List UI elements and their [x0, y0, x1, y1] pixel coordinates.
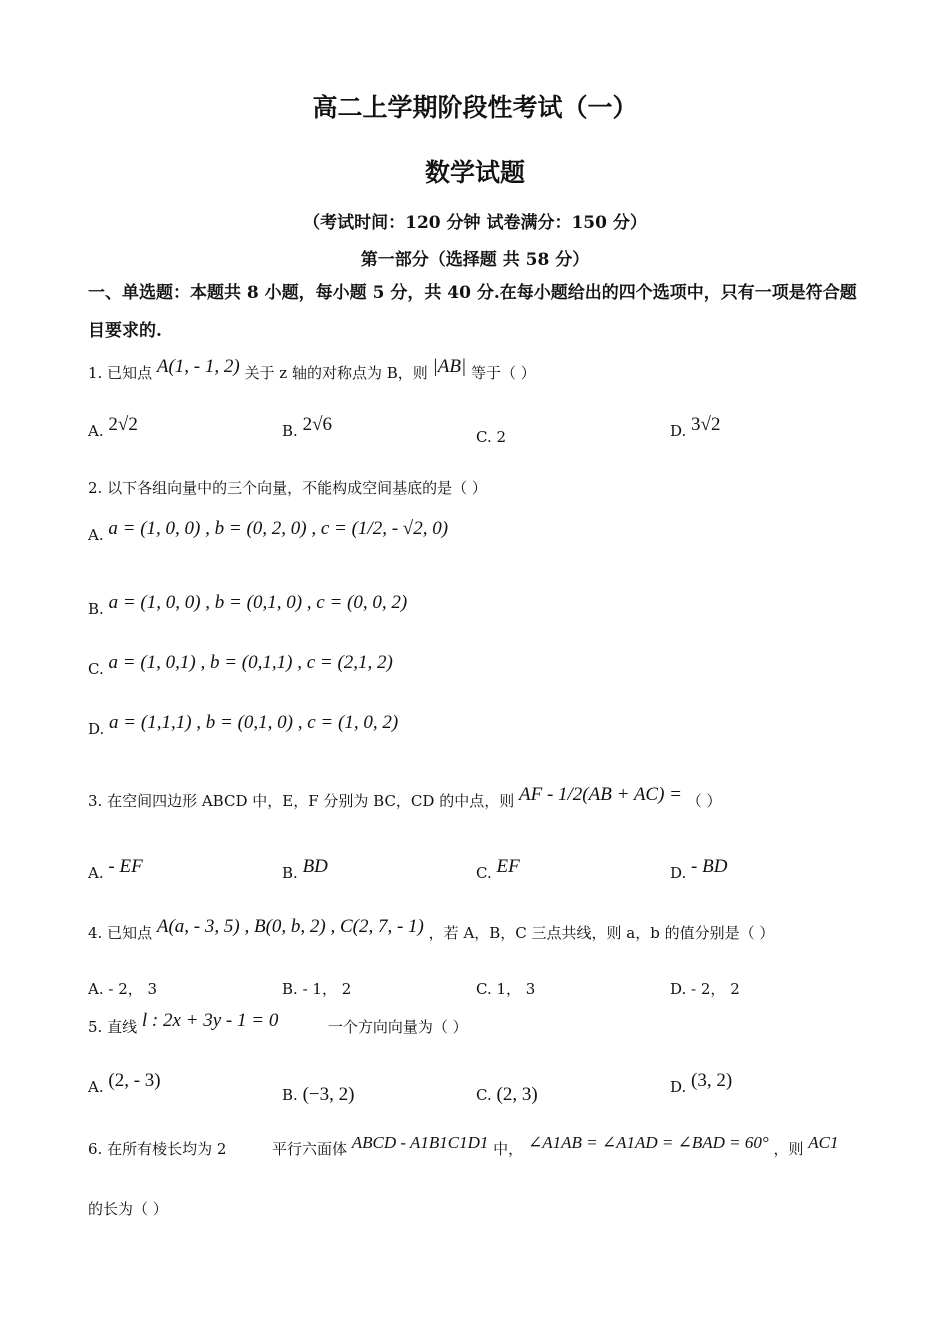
- question-4: [88, 916, 775, 944]
- question-5: [88, 1010, 468, 1038]
- q5-math: l : 2x + 3y - 1 = 0: [141, 1010, 279, 1031]
- page-title: 高二上学期阶段性考试（一）: [312, 93, 638, 122]
- q1-text-a: 1. 已知点: [88, 364, 153, 382]
- q6-text-a: 6. 在所有棱长均为 2: [88, 1140, 227, 1158]
- q5-option-c[interactable]: C. (2, 3): [476, 1084, 538, 1105]
- q6-text-c: 中，: [493, 1140, 524, 1158]
- q1-math-a: A(1, - 1, 2): [156, 356, 240, 377]
- q3-option-c-value: EF: [496, 856, 520, 877]
- q4-option-a[interactable]: A. - 2， 3: [88, 980, 158, 998]
- q5-option-d-value: (3, 2): [691, 1070, 733, 1091]
- q3-option-a[interactable]: A. - EF: [88, 856, 143, 882]
- q1-option-c[interactable]: C. 2: [476, 428, 507, 446]
- q1-option-a[interactable]: A. 2√2: [88, 414, 138, 440]
- q3-option-d-value: - BD: [691, 856, 728, 877]
- exam-info: （考试时间：120 分钟 试卷满分：150 分）: [303, 213, 647, 233]
- q4-option-b[interactable]: B. - 1， 2: [282, 980, 352, 998]
- q2-option-a-value: a = (1, 0, 0) , b = (0, 2, 0) , c = (1/2, - √2, 0): [108, 518, 449, 539]
- section-heading: 一、单选题：本题共 8 小题，每小题 5 分，共 40 分.在每小题给出的四个选项中，只有一项是符合题目要求的.: [88, 283, 857, 341]
- q5-option-b-value: (−3, 2): [302, 1084, 355, 1105]
- q4-option-c[interactable]: C. 1， 3: [476, 980, 536, 998]
- q1-math-b: |AB|: [432, 356, 467, 377]
- q4-text-b: ，若 A，B，C 三点共线，则 a，b 的值分别是（ ）: [428, 924, 775, 942]
- question-6: [88, 1133, 839, 1159]
- question-1: [88, 356, 536, 384]
- q3-option-b[interactable]: B. BD: [282, 856, 328, 882]
- q5-option-a-value: (2, - 3): [108, 1070, 161, 1091]
- q5-option-c-value: (2, 3): [496, 1084, 538, 1105]
- q1-option-d[interactable]: D. 3√2: [670, 414, 721, 440]
- q3-option-a-value: - EF: [108, 856, 143, 877]
- q6-text-d: ，则: [773, 1140, 804, 1158]
- q2-option-c[interactable]: C. a = (1, 0,1) , b = (0,1,1) , c = (2,1, 2): [88, 652, 393, 678]
- q1-option-b-value: 2√6: [302, 414, 333, 435]
- q2-option-b-value: a = (1, 0, 0) , b = (0,1, 0) , c = (0, 0, 2): [108, 592, 408, 613]
- q3-text-b: （ ）: [686, 792, 722, 810]
- q3-math: AF - 1/2(AB + AC) =: [518, 784, 682, 805]
- q2-option-c-value: a = (1, 0,1) , b = (0,1,1) , c = (2,1, 2): [108, 652, 393, 673]
- question-6-continued: 的长为（ ）: [88, 1200, 168, 1218]
- q4-option-a-value: - 2， 3: [108, 980, 158, 998]
- q5-text-b: 一个方向向量为（ ）: [327, 1018, 468, 1036]
- q5-option-b[interactable]: B. (−3, 2): [282, 1084, 355, 1105]
- q3-option-d[interactable]: D. - BD: [670, 856, 728, 882]
- part-heading: 第一部分（选择题 共 58 分）: [360, 250, 590, 270]
- q5-text-a: 5. 直线: [88, 1018, 138, 1036]
- q1-option-c-value: 2: [496, 428, 507, 446]
- q4-option-c-value: 1， 3: [496, 980, 536, 998]
- q4-text-a: 4. 已知点: [88, 924, 153, 942]
- q2-option-b[interactable]: B. a = (1, 0, 0) , b = (0,1, 0) , c = (0, 0, 2): [88, 592, 408, 618]
- q6-text-b: 平行六面体: [271, 1140, 347, 1158]
- q4-option-b-value: - 1， 2: [302, 980, 352, 998]
- q1-option-d-value: 3√2: [691, 414, 721, 435]
- q1-text-c: 等于（ ）: [470, 364, 536, 382]
- q3-option-c[interactable]: C. EF: [476, 856, 520, 882]
- q2-option-a[interactable]: A. a = (1, 0, 0) , b = (0, 2, 0) , c = (1/2, - √2, 0): [88, 518, 449, 544]
- question-3: [88, 784, 722, 812]
- question-2: 2. 以下各组向量中的三个向量，不能构成空间基底的是（ ）: [88, 479, 487, 497]
- q3-text-a: 3. 在空间四边形 ABCD 中，E，F 分别为 BC，CD 的中点，则: [88, 792, 515, 810]
- q6-math-a: ABCD - A1B1C1D1: [351, 1133, 489, 1152]
- q2-option-d-value: a = (1,1,1) , b = (0,1, 0) , c = (1, 0, 2): [109, 712, 399, 733]
- page-subtitle: 数学试题: [424, 158, 525, 187]
- q1-option-a-value: 2√2: [108, 414, 138, 435]
- q5-option-d[interactable]: D. (3, 2): [670, 1070, 733, 1096]
- q3-option-b-value: BD: [302, 856, 328, 877]
- q4-math: A(a, - 3, 5) , B(0, b, 2) , C(2, 7, - 1): [156, 916, 424, 937]
- q2-option-d[interactable]: D. a = (1,1,1) , b = (0,1, 0) , c = (1, 0, 2): [88, 712, 399, 738]
- q5-option-a[interactable]: A. (2, - 3): [88, 1070, 161, 1096]
- q6-math-b: ∠A1AB = ∠A1AD = ∠BAD = 60°: [527, 1133, 769, 1152]
- q4-option-d[interactable]: D. - 2， 2: [670, 980, 740, 998]
- q6-math-c: AC1: [808, 1133, 839, 1152]
- q1-text-b: 关于 z 轴的对称点为 B，则: [244, 364, 428, 382]
- q1-option-b[interactable]: B. 2√6: [282, 414, 333, 440]
- q4-option-d-value: - 2， 2: [691, 980, 740, 998]
